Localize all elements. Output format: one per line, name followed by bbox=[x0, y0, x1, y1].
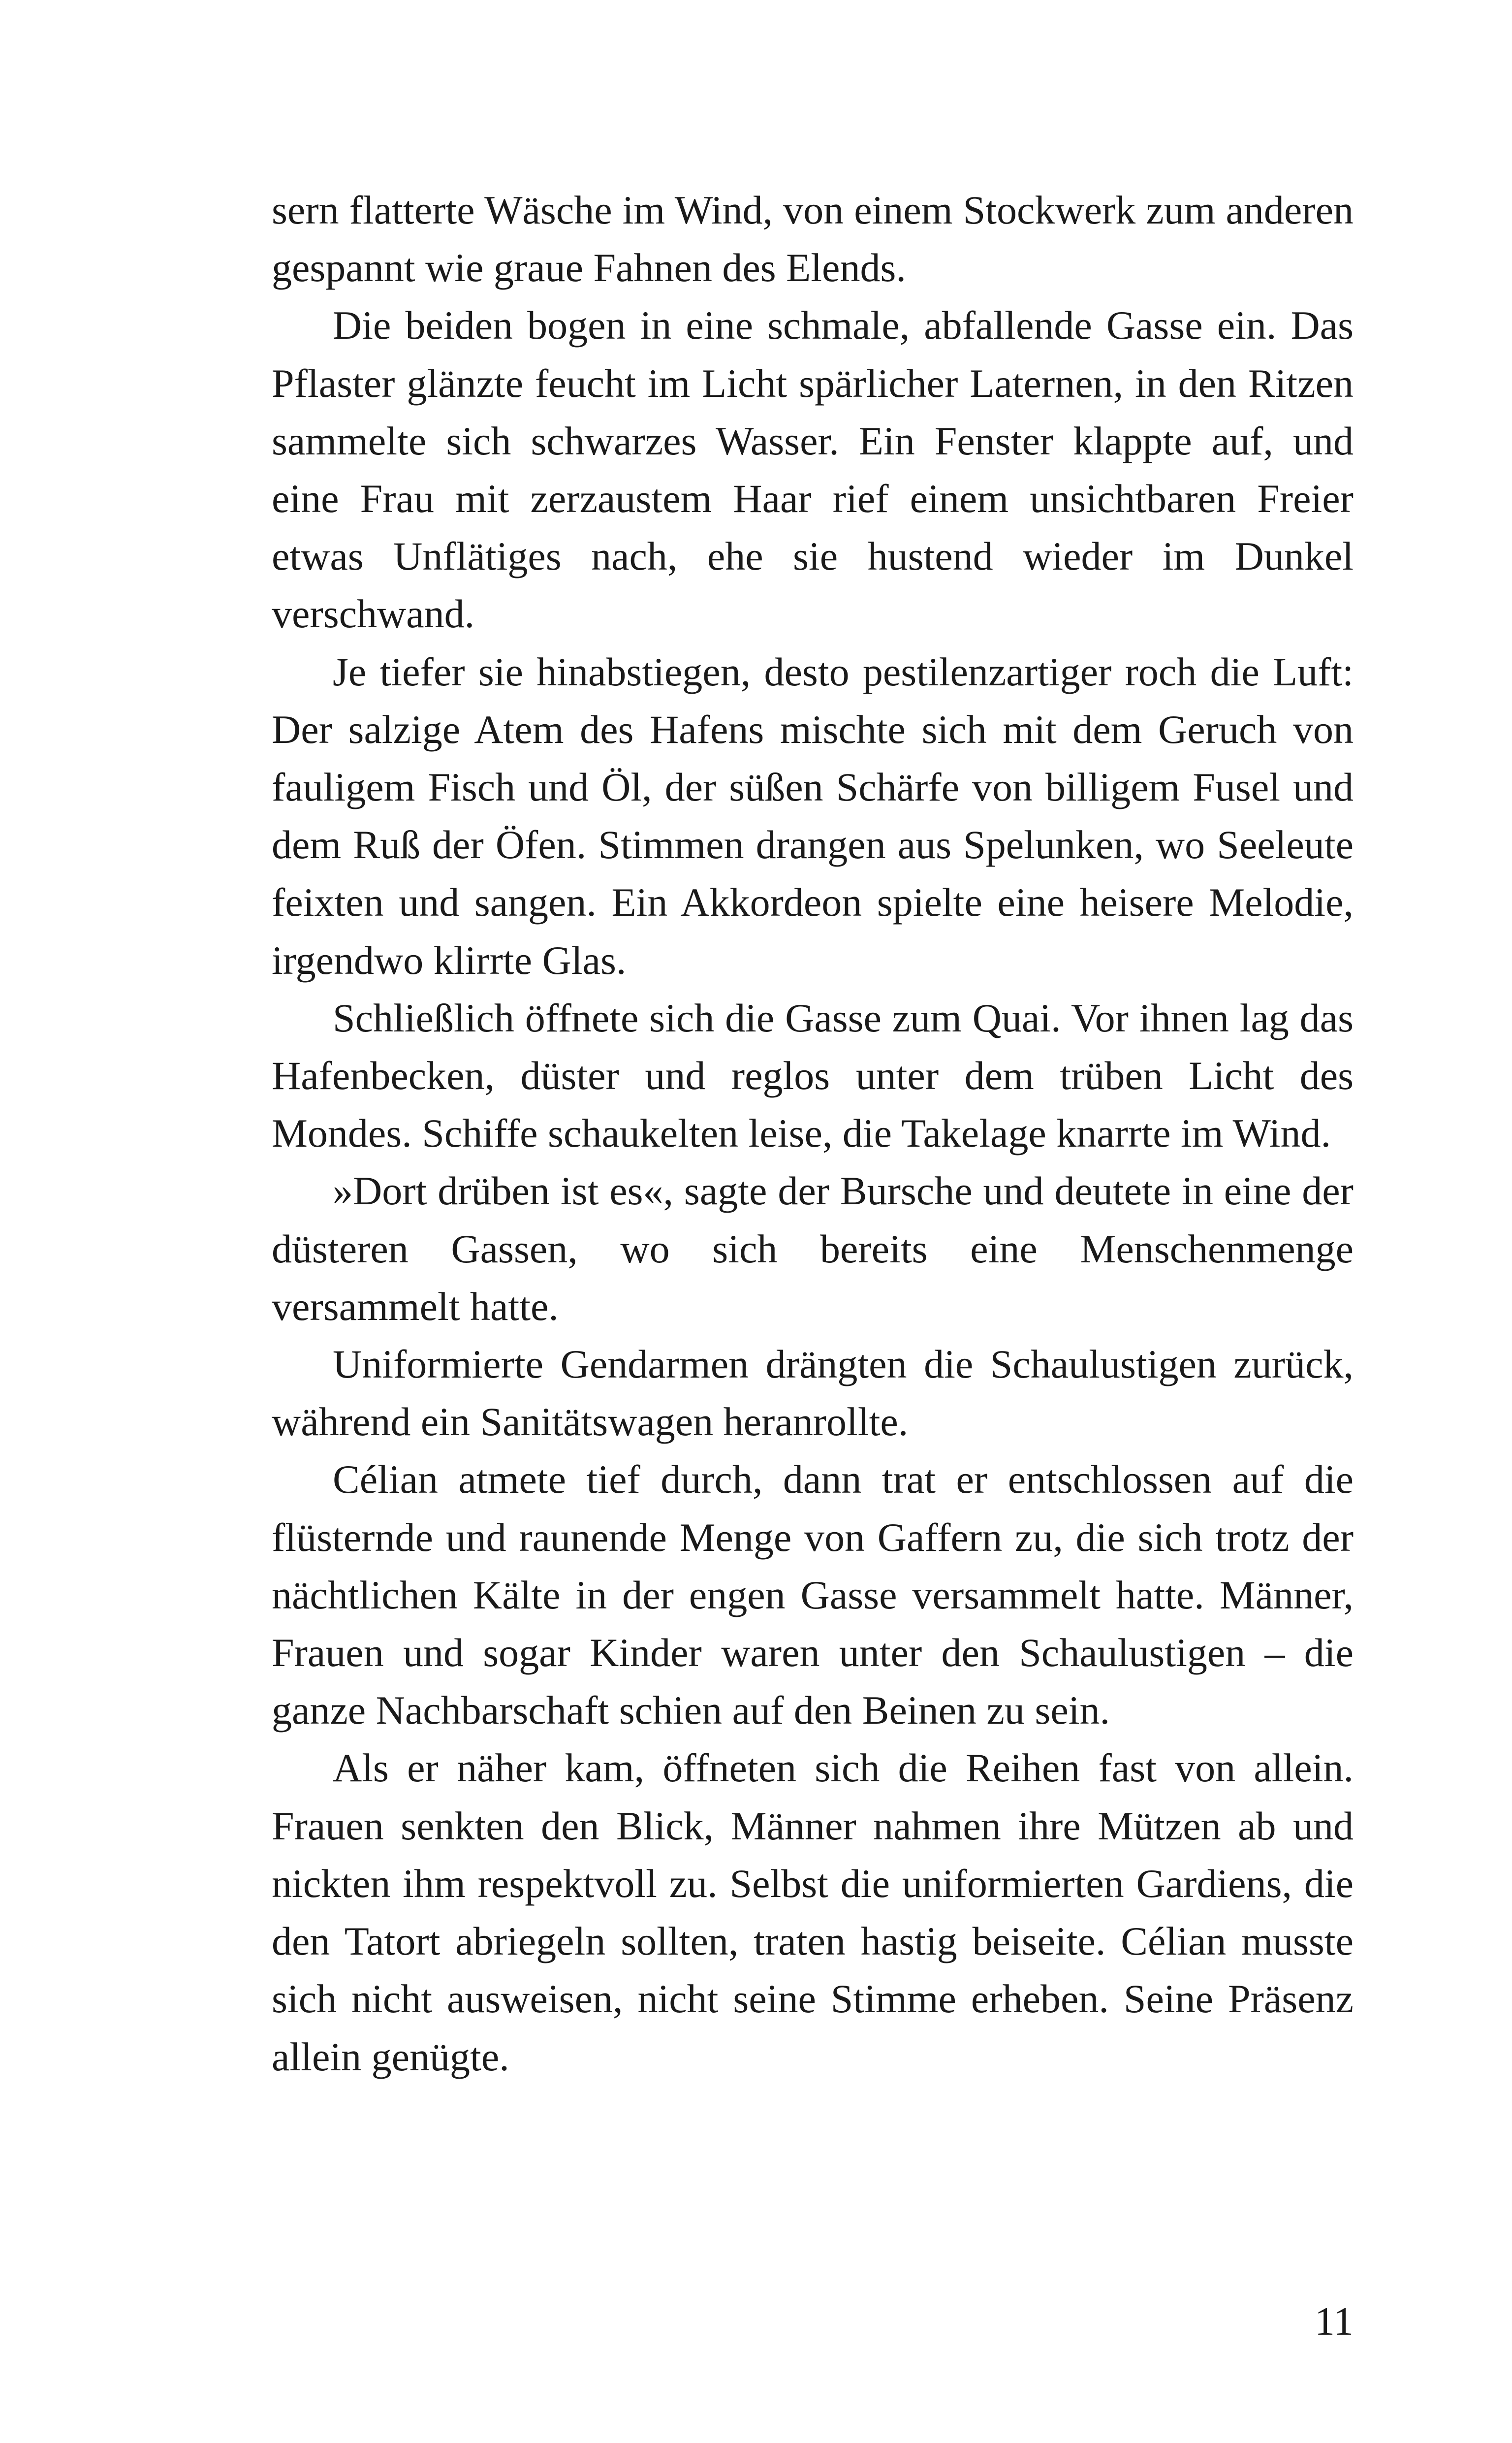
paragraph: Célian atmete tief durch, dann trat er entschlossen auf die flüsternde und raunende Menge von Gaffern zu, die sich trotz der nächtlichen Kälte in der engen Gasse versammelt hatte. Männer, Frauen und sogar Kinder waren unter den Schaulustigen – die ganze Nachbarschaft schien auf den Beinen zu sein. bbox=[272, 1457, 1354, 1733]
paragraph: Uniformierte Gendarmen drängten die Schaulustigen zurück, während ein Sanitätswagen heranrollte. bbox=[272, 1342, 1354, 1445]
paragraph: Als er näher kam, öffneten sich die Reihen fast von allein. Frauen senkten den Blick, Männer nahmen ihre Mützen ab und nickten ihm respektvoll zu. Selbst die uniformierten Gardiens, die den Tatort abriegeln sollten, traten hastig beiseite. Célian musste sich nicht ausweisen, nicht seine Stimme erheben. Seine Präsenz allein genügte. bbox=[272, 1745, 1354, 2079]
paragraph-continuation: sern flatterte Wäsche im Wind, von einem Stockwerk zum anderen gespannt wie graue Fahnen des Elends. bbox=[272, 188, 1354, 290]
paragraph: »Dort drüben ist es«, sagte der Bursche und deutete in eine der düsteren Gassen, wo sich bereits eine Menschenmenge versammelt hatte. bbox=[272, 1168, 1354, 1329]
paragraph: Schließlich öffnete sich die Gasse zum Quai. Vor ihnen lag das Hafenbecken, düster und reglos unter dem trüben Licht des Mondes. Schiffe schaukelten leise, die Takelage knarrte im Wind. bbox=[272, 995, 1354, 1156]
page-number: 11 bbox=[1315, 2299, 1354, 2344]
paragraph: Die beiden bogen in eine schmale, abfallende Gasse ein. Das Pflaster glänzte feucht im Licht spärlicher Laternen, in den Ritzen sammelte sich schwarzes Wasser. Ein Fenster klappte auf, und eine Frau mit zerzaustem Haar rief einem unsichtbaren Freier etwas Unflätiges nach, ehe sie hustend wieder im Dunkel verschwand. bbox=[272, 303, 1354, 637]
paragraph: Je tiefer sie hinabstiegen, desto pestilenzartiger roch die Luft: Der salzige Atem des Hafens mischte sich mit dem Geruch von fauligem Fisch und Öl, der süßen Schärfe von billigem Fusel und dem Ruß der Öfen. Stimmen drangen aus Spelunken, wo Seeleute feixten und sangen. Ein Akkordeon spielte eine heisere Melodie, irgendwo klirrte Glas. bbox=[272, 649, 1354, 983]
body-text bbox=[272, 181, 1354, 2086]
